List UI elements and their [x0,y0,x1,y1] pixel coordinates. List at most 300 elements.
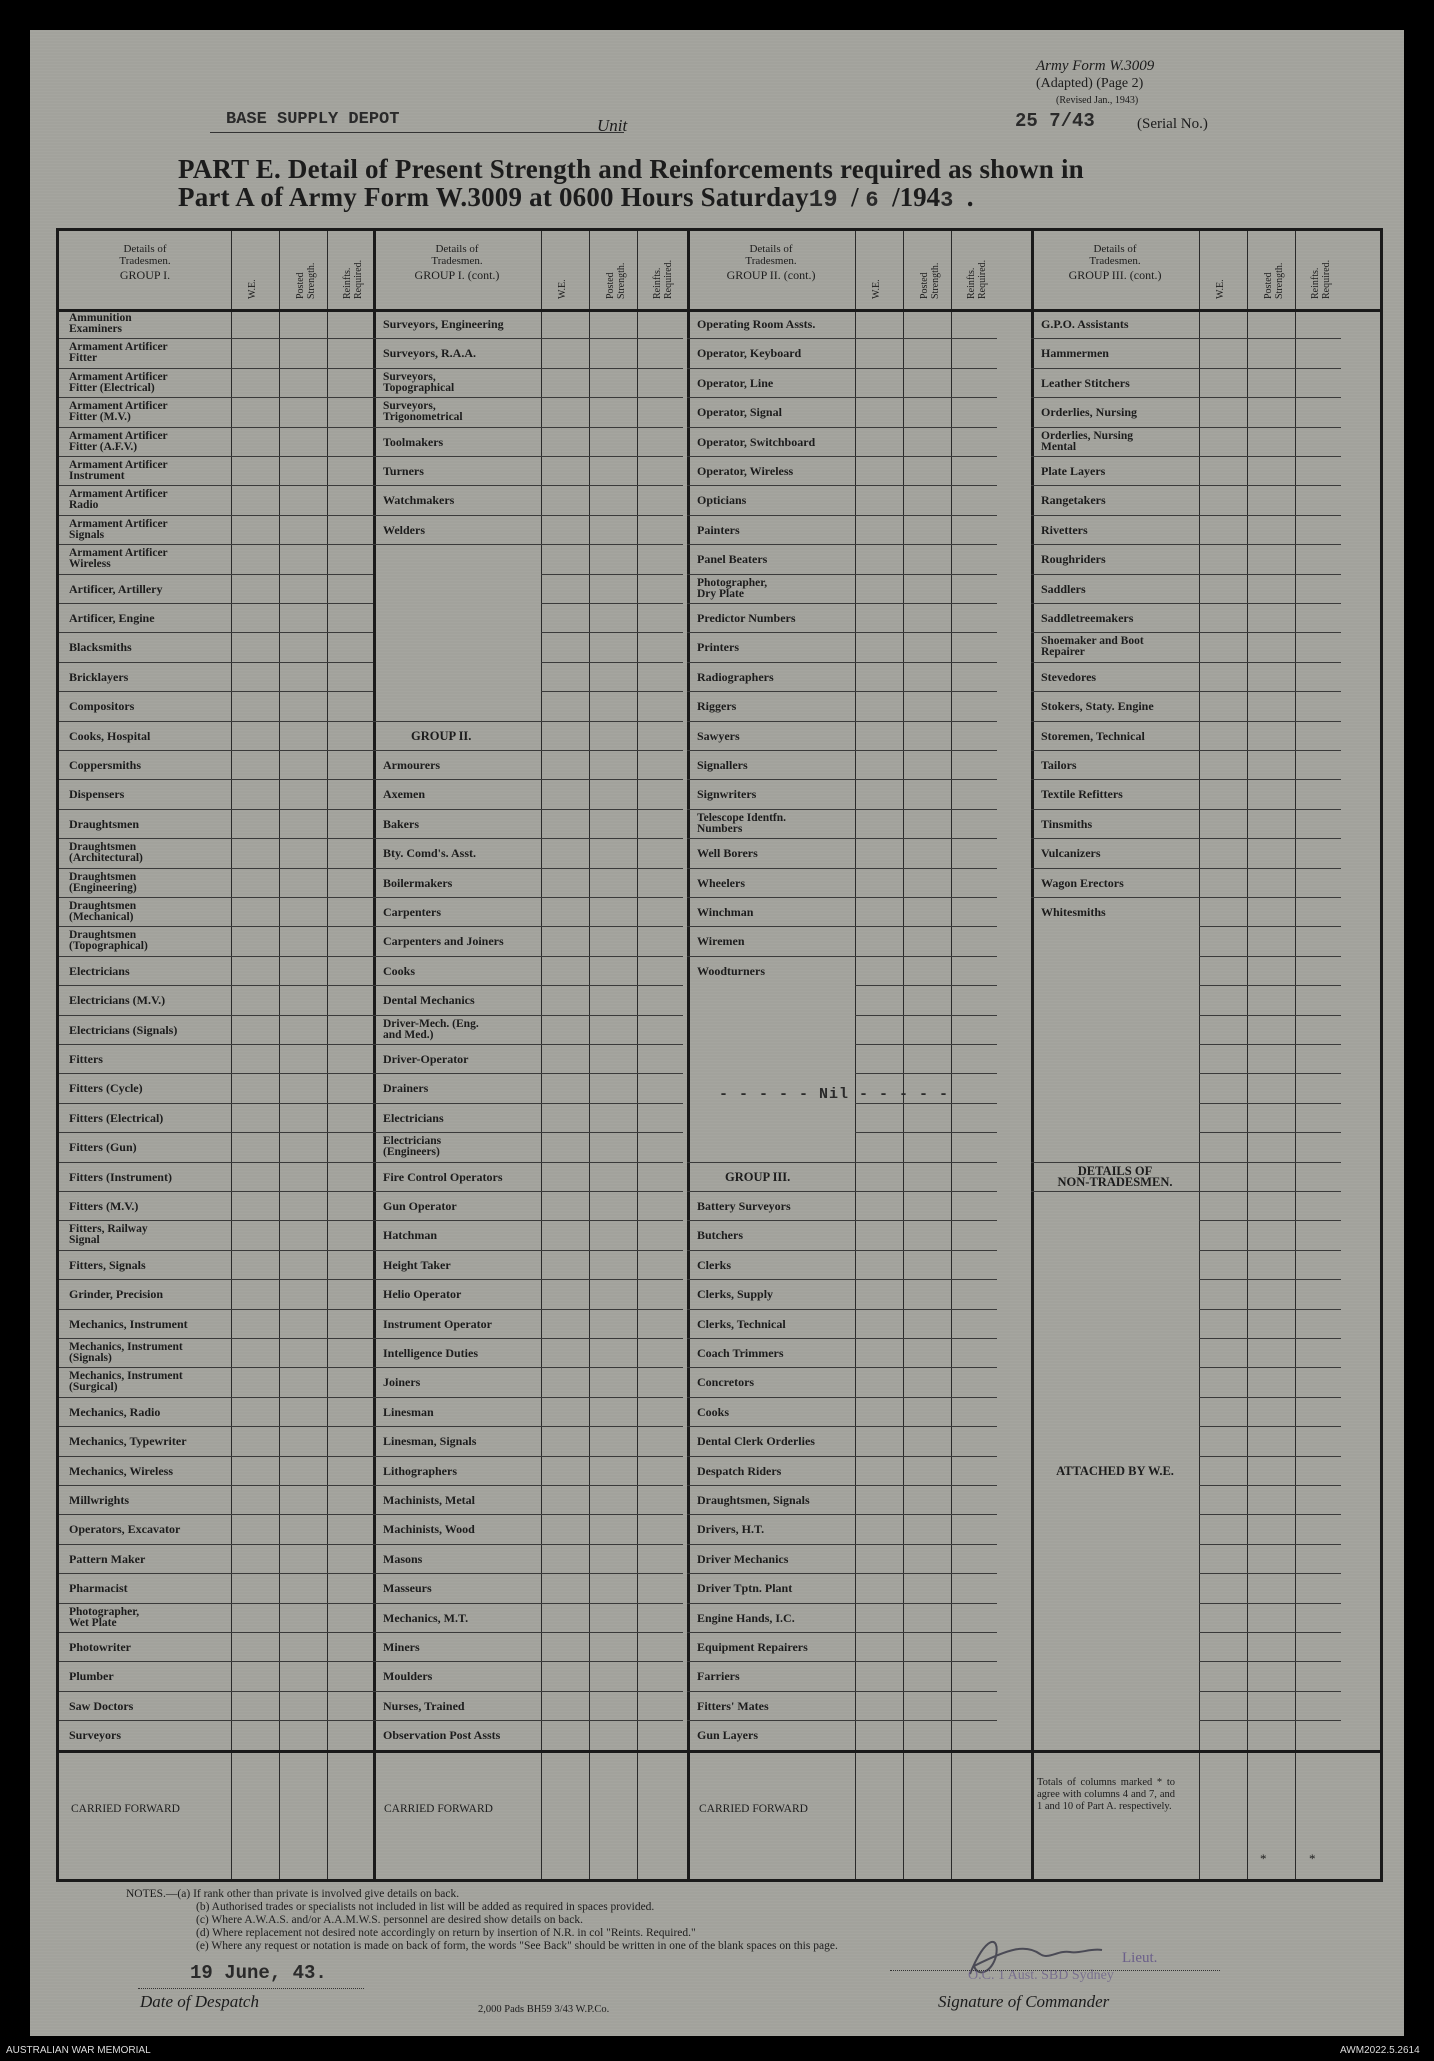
trade-row-label: Linesman, Signals [383,1434,477,1449]
column-header-reinfts: Reinfts. Required. [966,259,988,299]
grid-row-rule [1031,691,1199,692]
grid-row-rule [541,838,683,839]
trade-row-label: Surveyors [69,1728,121,1743]
trade-row-label: Photographer, Dry Plate [697,576,768,600]
grid-row-rule [59,985,231,986]
grid-row-rule [373,1397,541,1398]
grid-row-rule [541,721,683,722]
grid-row-rule [687,397,855,398]
grid-row-rule [1199,1367,1341,1368]
grid-row-rule [1031,397,1199,398]
grid-row-rule [855,956,997,957]
date-year-digit: 3 [940,188,954,213]
grid-row-rule [373,1485,541,1486]
grid-row-rule [855,1397,997,1398]
grid-row-rule [687,721,855,722]
trade-row-label: Draughtsmen (Topographical) [69,929,148,953]
grid-row-rule [1031,515,1199,516]
grid-row-rule [373,1220,541,1221]
grid-row-rule [855,1426,997,1427]
trade-row-label: Pharmacist [69,1581,128,1596]
grid-row-rule [1031,721,1199,722]
trade-row-label: Driver Mechanics [697,1551,789,1566]
note-e: (e) Where any request or notation is made on back of form, the words "See Back" should be written in one of the blank spaces on this page. [196,1940,838,1952]
grid-row-rule [59,338,231,339]
section-header-4 [1035,243,1195,281]
grid-row-rule [231,427,373,428]
grid-row-rule [59,456,231,457]
grid-row-rule [59,1250,231,1251]
grid-row-rule [373,897,541,898]
grid-row-rule [231,691,373,692]
note-d: (d) Where replacement not desired note accordingly on return by insertion of N.R. in col "Reints. Required." [196,1927,696,1939]
grid-row-rule [373,1279,541,1280]
grid-row-rule [855,1191,997,1192]
grid-row-rule [541,544,683,545]
grid-row-rule [541,1720,683,1721]
trade-row-label: Tinsmiths [1041,816,1093,831]
grid-row-rule [231,1661,373,1662]
grid-row-rule [1199,1309,1341,1310]
grid-row-rule [687,750,855,751]
trade-row-label: GROUP II. [411,728,472,743]
grid-row-rule [687,897,855,898]
grid-row-rule [541,1632,683,1633]
trade-row-label: Engine Hands, I.C. [697,1610,795,1625]
trade-row-label: Hammermen [1041,346,1109,361]
grid-row-rule [59,632,231,633]
trade-row-label: Equipment Repairers [697,1640,808,1654]
grid-row-rule [373,485,541,486]
grid-row-rule [59,1573,231,1574]
grid-row-rule [231,1632,373,1633]
grid-row-rule [1199,897,1341,898]
grid-row-rule [59,750,231,751]
trade-row-label: Fitters (Electrical) [69,1110,164,1125]
trade-row-label: Compositors [69,699,135,714]
trade-row-label: Mechanics, Typewriter [69,1434,187,1449]
grid-row-rule [1199,1250,1341,1251]
grid-row-rule [855,1162,997,1163]
grid-row-rule [59,838,231,839]
grid-row-rule [59,1750,1380,1753]
trade-row-label: Dispensers [69,787,125,802]
grid-row-rule [1199,985,1341,986]
grid-row-rule [687,1603,855,1604]
grid-row-rule [1031,603,1199,604]
grid-row-rule [231,1103,373,1104]
grid-row-rule [687,1691,855,1692]
grid-row-rule [1031,485,1199,486]
details-header: Details of Tradesmen. [431,243,483,267]
grid-column-rule [1031,231,1034,1879]
note-c: (c) Where A.W.A.S. and/or A.A.M.W.S. personnel are desired show details on back. [196,1914,583,1926]
grid-row-rule [687,368,855,369]
trade-row-label: Fitters (M.V.) [69,1199,139,1213]
trade-row-label: Electricians [69,963,130,978]
grid-row-rule [541,574,683,575]
grid-row-rule [1199,456,1341,457]
grid-row-rule [59,809,231,810]
grid-row-rule [59,1132,231,1133]
grid-row-rule [541,1073,683,1074]
trade-row-label: Ammunition Examiners [69,312,132,335]
serial-value: 25 7/43 [1015,110,1095,132]
grid-row-rule [855,1514,997,1515]
details-header: Details of Tradesmen. [1089,243,1141,267]
trade-row-label: Turners [383,464,424,478]
signature-underline [890,1970,1220,1971]
grid-row-rule [687,809,855,810]
trade-row-label: Coppersmiths [69,758,142,772]
trade-row-label: Surveyors, Trigonometrical [383,400,463,424]
trade-row-label: Observation Post Assts [383,1728,501,1743]
grid-row-rule [231,1073,373,1074]
trade-row-label: Electricians (M.V.) [69,993,166,1008]
grid-row-rule [1199,603,1341,604]
grid-row-rule [687,1544,855,1545]
grid-row-rule [59,1720,231,1721]
grid-row-rule [1199,1220,1341,1221]
grid-row-rule [541,338,683,339]
date-month: 6 [865,188,879,213]
grid-row-rule [1199,1103,1341,1104]
grid-row-rule [541,662,683,663]
grid-row-rule [1199,1632,1341,1633]
grid-row-rule [687,1338,855,1339]
grid-row-rule [1031,368,1199,369]
grid-row-rule [373,1338,541,1339]
trade-row-label: Saw Doctors [69,1698,134,1713]
grid-row-rule [373,338,541,339]
grid-row-rule [1199,1191,1341,1192]
grid-row-rule [855,1015,997,1016]
grid-row-rule [59,662,231,663]
trade-row-label: Clerks, Technical [697,1316,786,1331]
grid-row-rule [59,1279,231,1280]
grid-row-rule [687,515,855,516]
grid-row-rule [231,1603,373,1604]
grid-row-rule [1031,574,1199,575]
date-day: 19 [808,187,838,214]
details-header: Details of Tradesmen. [745,243,797,267]
grid-row-rule [1031,544,1199,545]
grid-row-rule [59,1397,231,1398]
grid-row-rule [373,1456,541,1457]
grid-row-rule [1031,1162,1199,1163]
trade-row-label: Sawyers [697,728,740,743]
grid-row-rule [59,427,231,428]
grid-row-rule [687,662,855,663]
grid-row-rule [59,1691,231,1692]
totals-note: Totals of columns marked * to agree with columns 4 and 7, and 1 and 10 of Part A. respectively. [1037,1777,1175,1812]
grid-row-rule [231,1456,373,1457]
grid-row-rule [1199,1720,1341,1721]
despatch-label: Date of Despatch [140,1992,259,2011]
trade-row-label: Panel Beaters [697,552,768,567]
nil-entry: - - - - - Nil - - - - - [719,1086,950,1103]
grid-row-rule [231,1015,373,1016]
trade-row-label: Electricians (Signals) [69,1022,178,1037]
grid-row-rule [855,721,997,722]
trade-row-label: Woodturners [697,963,766,978]
trade-row-label: Driver-Operator [383,1052,469,1066]
trade-row-label: Operator, Keyboard [697,346,802,361]
grid-row-rule [59,1015,231,1016]
grid-row-rule [687,574,855,575]
grid-row-rule [231,1367,373,1368]
grid-row-rule [687,868,855,869]
grid-row-rule [687,1250,855,1251]
grid-row-rule [1199,1514,1341,1515]
grid-row-rule [855,1309,997,1310]
grid-row-rule [687,427,855,428]
grid-row-rule [1199,926,1341,927]
column-header-posted: Posted Strength. [605,262,627,299]
trade-row-label: Fitters, Signals [69,1257,146,1272]
grid-row-rule [1199,1573,1341,1574]
grid-row-rule [687,1426,855,1427]
trade-row-label: Surveyors, Topographical [383,370,455,394]
trade-row-label: Operator, Signal [697,405,782,420]
grid-row-rule [541,1309,683,1310]
grid-row-rule [373,1514,541,1515]
grid-row-rule [231,515,373,516]
grid-row-rule [855,809,997,810]
grid-row-rule [373,427,541,428]
grid-row-rule [855,1338,997,1339]
grid-row-rule [59,1191,231,1192]
grid-row-rule [373,1661,541,1662]
grid-row-rule [231,1220,373,1221]
trade-row-label: Fitters [69,1052,103,1066]
grid-row-rule [855,1073,997,1074]
trade-row-label: Miners [383,1640,420,1654]
trade-row-label: Opticians [697,493,747,508]
grid-row-rule [541,1162,683,1163]
grid-row-rule [687,779,855,780]
archive-right: AWM2022.5.2614 [1340,2045,1420,2056]
grid-row-rule [541,1544,683,1545]
grid-row-rule [687,1220,855,1221]
trade-row-label: Toolmakers [383,434,444,449]
grid-row-rule [1031,338,1199,339]
trade-row-label: Draughtsmen (Engineering) [69,870,137,894]
trade-row-label: Mechanics, Instrument (Signals) [69,1341,183,1364]
column-header-posted: Posted Strength. [295,262,317,299]
date-period: . [966,182,974,212]
grid-row-rule [1031,838,1199,839]
grid-row-rule [231,338,373,339]
trade-row-label: Armament Artificer Instrument [69,459,168,482]
grid-row-rule [59,1514,231,1515]
grid-row-rule [1031,868,1199,869]
grid-row-rule [231,1573,373,1574]
grid-row-rule [687,1397,855,1398]
trade-row-label: G.P.O. Assistants [1041,317,1129,331]
grid-row-rule [541,1691,683,1692]
grid-row-rule [687,1632,855,1633]
grid-row-rule [1199,1426,1341,1427]
grid-row-rule [231,1309,373,1310]
grid-row-rule [541,1514,683,1515]
trade-row-label: Masseurs [383,1581,432,1596]
trade-row-label: Photowriter [69,1640,131,1654]
grid-row-rule [687,1162,855,1163]
despatch-date: 19 June, 43. [190,1962,327,1984]
trade-row-label: Helio Operator [383,1287,462,1302]
grid-row-rule [1031,456,1199,457]
grid-row-rule [231,1191,373,1192]
column-header-reinfts: Reinfts. Required. [652,259,674,299]
archive-left: AUSTRALIAN WAR MEMORIAL [6,2045,151,2056]
grid-row-rule [541,1661,683,1662]
trade-row-label: Mechanics, M.T. [383,1610,469,1625]
grid-row-rule [59,956,231,957]
grid-row-rule [541,1603,683,1604]
trade-row-label: Fitters, Railway Signal [69,1223,148,1247]
trade-row-label: Fitters (Instrument) [69,1169,172,1184]
trade-row-label: Millwrights [69,1493,129,1507]
trade-row-label: Electricians [383,1110,444,1125]
grid-row-rule [855,662,997,663]
form-revised: (Revised Jan., 1943) [1056,95,1139,106]
trade-row-label: Operating Room Assts. [697,317,816,331]
grid-row-rule [855,1132,997,1133]
grid-row-rule [373,1691,541,1692]
trade-row-label: Saddletreemakers [1041,611,1134,625]
grid-row-rule [59,1632,231,1633]
grid-row-rule [1199,1279,1341,1280]
grid-row-rule [855,1485,997,1486]
column-header-posted: Posted Strength. [919,262,941,299]
trade-row-label: Nurses, Trained [383,1698,465,1713]
trade-row-label: Clerks [697,1257,731,1272]
column-header-posted: Posted Strength. [1263,262,1285,299]
grid-row-rule [1199,574,1341,575]
grid-row-rule [231,1514,373,1515]
carried-forward-1: CARRIED FORWARD [71,1803,180,1815]
trade-row-label: Lithographers [383,1463,458,1478]
grid-row-rule [687,1191,855,1192]
grid-row-rule [541,1485,683,1486]
grid-row-rule [1199,544,1341,545]
grid-row-rule [231,574,373,575]
trade-row-label: Orderlies, Nursing [1041,405,1137,420]
title-line-2: Part A of Army Form W.3009 at 0600 Hours Saturday [178,182,809,212]
grid-row-rule [855,544,997,545]
trade-row-label: Dental Clerk Orderlies [697,1434,815,1449]
trade-row-label: Gun Layers [697,1728,759,1743]
grid-row-rule [373,1309,541,1310]
trade-row-label: Riggers [697,699,737,714]
grid-row-rule [1199,1485,1341,1486]
trade-row-label: Winchman [697,905,754,919]
grid-row-rule [541,632,683,633]
grid-row-rule [59,1603,231,1604]
trade-row-label: Radiographers [697,669,774,684]
trade-row-label: Rangetakers [1041,493,1106,508]
grid-row-rule [855,750,997,751]
grid-row-rule [1199,1132,1341,1133]
grid-row-rule [855,1456,997,1457]
grid-row-rule [59,1426,231,1427]
grid-row-rule [373,397,541,398]
trade-row-label: Wiremen [697,934,745,949]
grid-row-rule [1199,632,1341,633]
grid-row-rule [1199,809,1341,810]
trade-row-label: Armourers [383,758,441,772]
trade-row-label: Photographer, Wet Plate [69,1605,140,1629]
grid-row-rule [687,1309,855,1310]
grid-row-rule [687,485,855,486]
grid-row-rule [1199,1661,1341,1662]
grid-row-rule [855,515,997,516]
grid-row-rule [373,779,541,780]
trade-row-label: Driver-Mech. (Eng. and Med.) [383,1017,479,1041]
trade-row-label: Fitters' Mates [697,1698,769,1713]
grid-row-rule [231,1691,373,1692]
grid-row-rule [541,397,683,398]
trade-row-label: Printers [697,640,739,655]
column-header-reinfts: Reinfts. Required. [1310,259,1332,299]
trade-row-label: Mechanics, Radio [69,1404,161,1419]
grid-row-rule [231,603,373,604]
grid-row-rule [541,1456,683,1457]
grid-row-rule [231,1338,373,1339]
grid-row-rule [687,1573,855,1574]
grid-row-rule [373,838,541,839]
trade-row-label: Battery Surveyors [697,1199,791,1213]
column-header-reinfts: Reinfts. Required. [342,259,364,299]
section-header-2 [377,243,537,281]
grid-row-rule [373,750,541,751]
grid-row-rule [1199,779,1341,780]
grid-row-rule [231,662,373,663]
trade-row-label: Electricians (Engineers) [383,1135,442,1159]
trade-row-label: Coach Trimmers [697,1346,784,1360]
date-year-prefix: 194 [899,182,941,212]
grid-row-rule [855,1661,997,1662]
grid-row-rule [541,691,683,692]
grid-row-rule [1199,515,1341,516]
column-header-we: W.E. [247,279,258,299]
trade-row-label: DETAILS OF NON-TRADESMEN. [1057,1163,1173,1189]
form-name: Army Form W.3009 [1036,58,1155,74]
trade-row-label: Armament Artificer Fitter (Electrical) [69,370,168,394]
despatch-underline [138,1988,364,1989]
grid-row-rule [855,574,997,575]
grid-row-rule [541,1191,683,1192]
grid-row-rule [373,515,541,516]
grid-row-rule [373,956,541,957]
form-sheet [30,30,1404,2036]
grid-row-rule [541,368,683,369]
trade-row-label: Welders [383,522,425,537]
grid-row-rule [59,691,231,692]
group-header: GROUP II. (cont.) [726,268,816,282]
trade-row-label: Predictor Numbers [697,611,796,625]
grid-row-rule [231,485,373,486]
trade-row-label: Painters [697,522,740,537]
trade-row-label: Gun Operator [383,1199,457,1213]
trade-row-label: Carpenters [383,905,441,919]
trade-row-label: Telescope Identfn. Numbers [697,811,787,835]
grid-row-rule [541,809,683,810]
grid-row-rule [1199,368,1341,369]
grid-row-rule [59,1073,231,1074]
grid-row-rule [855,691,997,692]
